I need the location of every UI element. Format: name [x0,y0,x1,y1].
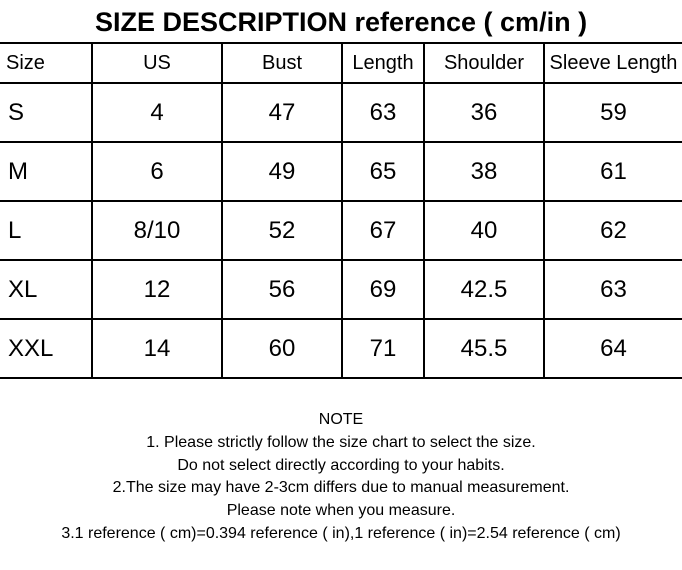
note-block [0,379,682,570]
cell-us: 14 [92,319,222,378]
cell-us: 6 [92,142,222,201]
cell-us: 8/10 [92,201,222,260]
cell-sleeve-length: 63 [544,260,682,319]
table-row [0,319,682,378]
cell-size: XXL [0,319,92,378]
note-line: 1. Please strictly follow the size chart to select the size. [146,434,536,451]
page-title: SIZE DESCRIPTION reference ( cm/in ) [94,6,588,37]
note-heading: NOTE [318,411,364,428]
table-row [0,83,682,142]
cell-bust: 49 [222,142,342,201]
note-line: 3.1 reference ( cm)=0.394 reference ( in),1 reference ( in)=2.54 reference ( cm) [61,524,621,542]
cell-size: S [0,83,92,142]
column-header-us: US [92,43,222,83]
cell-shoulder: 45.5 [424,319,544,378]
cell-shoulder: 38 [424,142,544,201]
column-header-length: Length [342,43,424,83]
note-line: Do not select directly according to your habits. [177,456,505,474]
table-header [0,43,682,83]
cell-length: 71 [342,319,424,378]
cell-us: 12 [92,260,222,319]
cell-length: 67 [342,201,424,260]
column-header-sleeve-length: Sleeve Length [544,43,682,83]
table-header-row [0,43,682,83]
table-body [0,83,682,378]
cell-size: L [0,201,92,260]
column-header-shoulder: Shoulder [424,43,544,83]
cell-sleeve-length: 64 [544,319,682,378]
cell-shoulder: 36 [424,83,544,142]
title-bar [0,0,682,42]
cell-length: 63 [342,83,424,142]
cell-size: M [0,142,92,201]
cell-length: 65 [342,142,424,201]
column-header-size: Size [0,43,92,83]
cell-shoulder: 40 [424,201,544,260]
table-row [0,260,682,319]
cell-sleeve-length: 59 [544,83,682,142]
table-row [0,201,682,260]
column-header-bust: Bust [222,43,342,83]
note-line: 2.The size may have 2-3cm differs due to manual measurement. [112,479,570,497]
cell-us: 4 [92,83,222,142]
cell-bust: 56 [222,260,342,319]
note-line: Please note when you measure. [226,502,456,520]
cell-size: XL [0,260,92,319]
cell-bust: 47 [222,83,342,142]
size-chart-table [0,42,682,379]
cell-sleeve-length: 61 [544,142,682,201]
table-row [0,142,682,201]
cell-length: 69 [342,260,424,319]
cell-bust: 60 [222,319,342,378]
cell-bust: 52 [222,201,342,260]
cell-shoulder: 42.5 [424,260,544,319]
cell-sleeve-length: 62 [544,201,682,260]
